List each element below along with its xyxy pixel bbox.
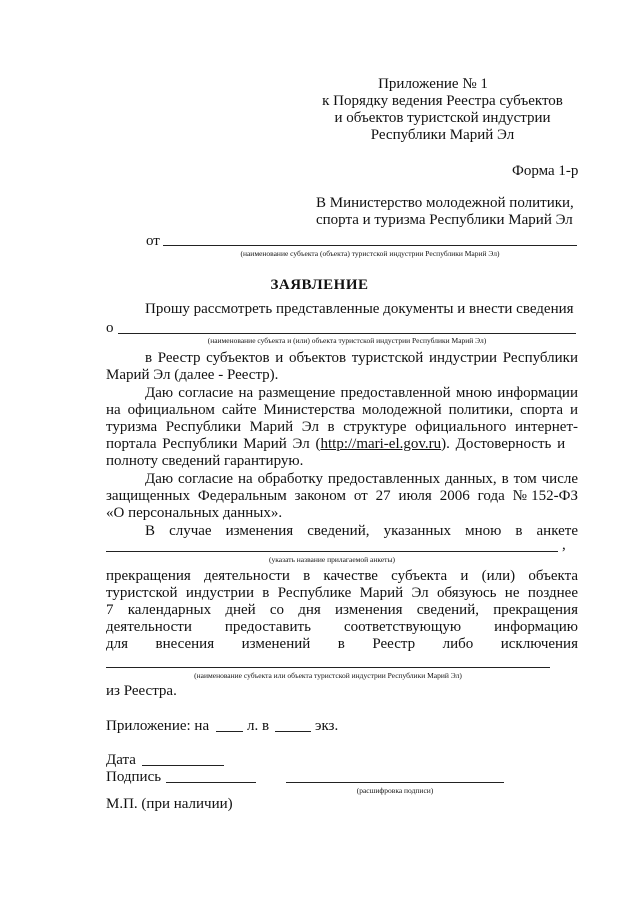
stamp-label: М.П. (при наличии) — [106, 796, 233, 812]
consent-publish-line3: туризма Республики Марий Эл в структуре официального интернет- — [106, 419, 578, 435]
appendix-copies-label: экз. — [315, 718, 339, 734]
header-republic-line: Республики Марий Эл — [370, 127, 515, 143]
request-line2: в Реестр субъектов и объектов туристской индустрии Республики — [145, 350, 578, 366]
signature-decoding-hint: (расшифровка подписи) — [356, 786, 434, 795]
from-field-line[interactable] — [163, 245, 577, 246]
appendix-label: Приложение: на — [106, 718, 210, 734]
exclusion-field-hint: (наименование субъекта или объекта туристской индустрии Республики Марий Эл) — [194, 671, 462, 680]
appendix-pages-label: л. в — [247, 718, 270, 734]
consent-processing-line2: защищенных Федеральным законом от 27 июля 2006 года №152-ФЗ — [106, 488, 578, 504]
signature-decoding-field[interactable] — [286, 782, 504, 783]
subject-field-hint: (наименование субъекта и (или) объекта туристской индустрии Республики Марий Эл) — [207, 336, 487, 345]
portal-link[interactable]: http://mari-el.gov.ru — [320, 436, 442, 452]
consent-publish-line1: Даю согласие на размещение предоставленной мною информации — [145, 385, 578, 401]
change-line5: деятельности предоставить соответствующую информацию — [106, 619, 578, 635]
questionnaire-field-line[interactable] — [106, 551, 558, 552]
signature-field[interactable] — [166, 782, 256, 783]
about-label: о — [106, 320, 114, 336]
header-industry-line: и объектов туристской индустрии — [334, 110, 551, 126]
consent-publish-line5: полноту сведений гарантирую. — [106, 453, 304, 469]
date-label: Дата — [106, 752, 136, 768]
form-number: Форма 1-р — [512, 163, 579, 179]
header-appendix: Приложение № 1 — [378, 76, 488, 92]
signature-label: Подпись — [106, 769, 162, 785]
guarantee-text: ). Достоверность и — [441, 436, 566, 452]
appendix-copies-field[interactable] — [275, 731, 311, 732]
request-line1: Прошу рассмотреть представленные документы и внести сведения — [145, 301, 574, 317]
document-title: ЗАЯВЛЕНИЕ — [270, 277, 369, 293]
addressee-line2: спорта и туризма Республики Марий Эл — [316, 212, 573, 228]
header-order-line: к Порядку ведения Реестра субъектов — [322, 93, 563, 109]
questionnaire-field-hint: (указать название прилагаемой анкеты) — [269, 555, 395, 564]
consent-publish-line4 — [106, 436, 578, 453]
request-line3: Марий Эл (далее - Реестр). — [106, 367, 279, 383]
addressee-line1: В Министерство молодежной политики, — [316, 195, 574, 211]
change-line2: прекращения деятельности в качестве субъекта и (или) объекта — [106, 568, 578, 584]
appendix-pages-field[interactable] — [216, 731, 243, 732]
subject-field-line[interactable] — [118, 333, 576, 334]
consent-processing-line3: «О персональных данных». — [106, 505, 283, 521]
portal-text: портала Республики Марий Эл ( — [106, 436, 321, 452]
from-label: от — [146, 233, 160, 249]
exclusion-field-line[interactable] — [106, 667, 550, 668]
change-line4: 7 календарных дней со дня изменения сведений, прекращения — [106, 602, 578, 618]
from-field-hint: (наименование субъекта (объекта) туристской индустрии Республики Марий Эл) — [240, 249, 500, 258]
date-field[interactable] — [142, 765, 224, 766]
consent-processing-line1: Даю согласие на обработку предоставленных данных, в том числе — [145, 471, 578, 487]
change-line6: для внесения изменений в Реестр либо исключения — [106, 636, 578, 652]
from-registry-text: из Реестра. — [106, 683, 177, 699]
change-line3: туристской индустрии в Республике Марий Эл обязуюсь не позднее — [106, 585, 578, 601]
change-line1: В случае изменения сведений, указанных мною в анкете — [145, 523, 578, 539]
consent-publish-line2: на официальном сайте Министерства молодежной политики, спорта и — [106, 402, 578, 418]
questionnaire-comma: , — [562, 537, 566, 553]
